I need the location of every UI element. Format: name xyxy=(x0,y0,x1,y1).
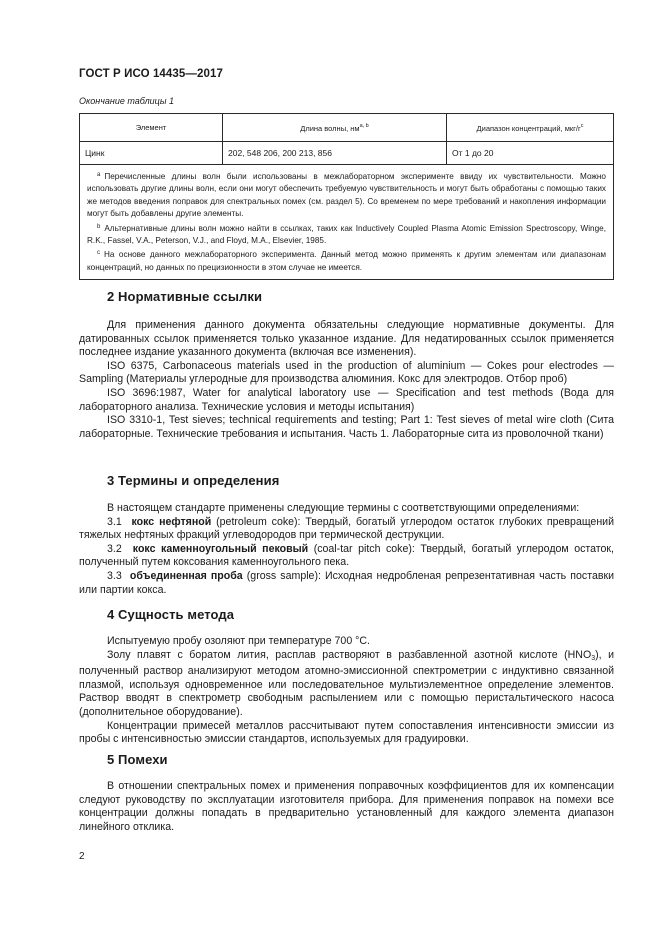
footnote-a: $^a$ Перечисленные длины волн были использованы в межлабораторном эксперименте ввиду их чувствительности. Можно использовать другие длины волн, если они могут обеспечить требуемую чувствительность и могут быть обработаны с помощью таких же методов введения поправок для спектральных помех (см. раздел 5). Со временем по мере требований и накопления информации могут быть добавлены другие элементы. xyxy=(87,172,606,219)
reference-iso-6375: ISO 6375, Carbonaceous materials used in the production of aluminium — Cokes pour electrodes — Sampling (Материалы углеродные для производства алюминия. Кокс для электродов. Отбор проб) xyxy=(79,359,614,386)
cell-element: Цинк xyxy=(80,142,223,165)
data-table xyxy=(79,113,614,280)
reference-iso-3310: ISO 3310-1, Test sieves; technical requirements and testing; Part 1: Test sieves of metal wire cloth (Сита лабораторные. Технические требования и испытания. Часть 1. Лабораторные сита из проволочной ткани) xyxy=(79,414,614,440)
paragraph: Испытуемую пробу озоляют при температуре 700 °С. xyxy=(107,635,370,647)
table-notes-row xyxy=(80,165,614,280)
cell-wavelength: 202, 548 206, 200 213, 856 xyxy=(223,142,447,165)
footnote-b: $^b$ Альтернативные длины волн можно найти в ссылках, таких как Inductively Coupled Plasma Atomic Emission Spectroscopy, Winge, R.K., Fassel, V.A., Peterson, V.J., and Floyd, M.A., Elsevier, 1985. xyxy=(87,223,606,246)
reference-iso-3696: ISO 3696:1987, Water for analytical laboratory use — Specification and test methods (Вода для лабораторного анализа. Технические условия и методы испытания) xyxy=(79,386,614,413)
section-terms xyxy=(79,473,614,597)
section-title: 3 Термины и определения xyxy=(107,473,280,488)
cell-range: От 1 до 20 xyxy=(447,142,614,165)
section-title: 4 Сущность метода xyxy=(107,607,235,622)
paragraph: В настоящем стандарте применены следующие термины с соответствующими определениями: xyxy=(107,502,580,514)
paragraph: В отношении спектральных помех и применения поправочных коэффициентов для их компенсации следуют руководству по эксплуатации изготовителя прибора. Для применения поправок на помехи все концентрации должны попадать в предварительно установленный для каждого элемента диапазон линейного отклика. xyxy=(79,780,614,833)
document-header: ГОСТ Р ИСО 14435—2017 xyxy=(79,68,224,80)
column-header-wavelength: Длина волны, нм$^{a, b}$ xyxy=(223,114,447,142)
column-header-range: Диапазон концентраций, мкг/$г^c$ xyxy=(447,114,614,142)
term-definition: 3.1 кокс нефтяной (petroleum coke): Твердый, богатый углеродом остаток глубоких превращений тяжелых нефтяных фракций углеводородов при термической деструкции. xyxy=(79,515,615,542)
table-notes xyxy=(80,165,614,280)
paragraph: Концентрации примесей металлов рассчитывают путем сопоставления интенсивности эмиссии из пробы с интенсивностью эмиссии стандартов, используемых для градуировки. xyxy=(79,719,614,746)
section-method-essence xyxy=(79,607,614,747)
column-header-element: Элемент xyxy=(80,114,223,142)
section-title: 2 Нормативные ссылки xyxy=(107,289,263,304)
table-header-row xyxy=(80,114,614,142)
section-interference xyxy=(79,752,614,834)
table-caption: Окончание таблицы 1 xyxy=(79,96,174,106)
paragraph: Для применения данного документа обязательны следующие нормативные документы. Для датированных ссылок применяется только указанное издание. Для недатированных ссылок применяется последнее издание указанного документа (включая все изменения). xyxy=(79,319,614,359)
table-row xyxy=(80,142,614,165)
term-definition: 3.3 объединенная проба (gross sample): Исходная недробленая репрезентативная часть поставки или партии кокса. xyxy=(79,569,615,596)
paragraph: Золу плавят с боратом лития, расплав растворяют в разбавленной азотной кислоте $(HNO_3)$, и полученный раствор анализируют методом атомно-эмиссионной спектрометрии с индуктивно связанной плазмой, используя одновременное или последовательное мультиэлементное определение элементов. Раствор вводят в спектрометр свободным распылением или с помощью перистальтического насоса (дополнительное оборудование). xyxy=(79,648,614,718)
section-normative-references xyxy=(79,289,614,441)
page-number: 2 xyxy=(79,851,85,862)
section-title: 5 Помехи xyxy=(107,752,168,767)
term-definition: 3.2 кокс каменноугольный пековый (coal-tar pitch coke): Твердый, богатый углеродом остаток, полученный путем коксования каменноугольного пека. xyxy=(79,542,614,569)
footnote-c: $^c$ На основе данного межлабораторного эксперимента. Данный метод можно применять к другим элементам или диапазонам концентраций, но данных по прецизионности в этом случае не имеется. xyxy=(87,250,606,272)
